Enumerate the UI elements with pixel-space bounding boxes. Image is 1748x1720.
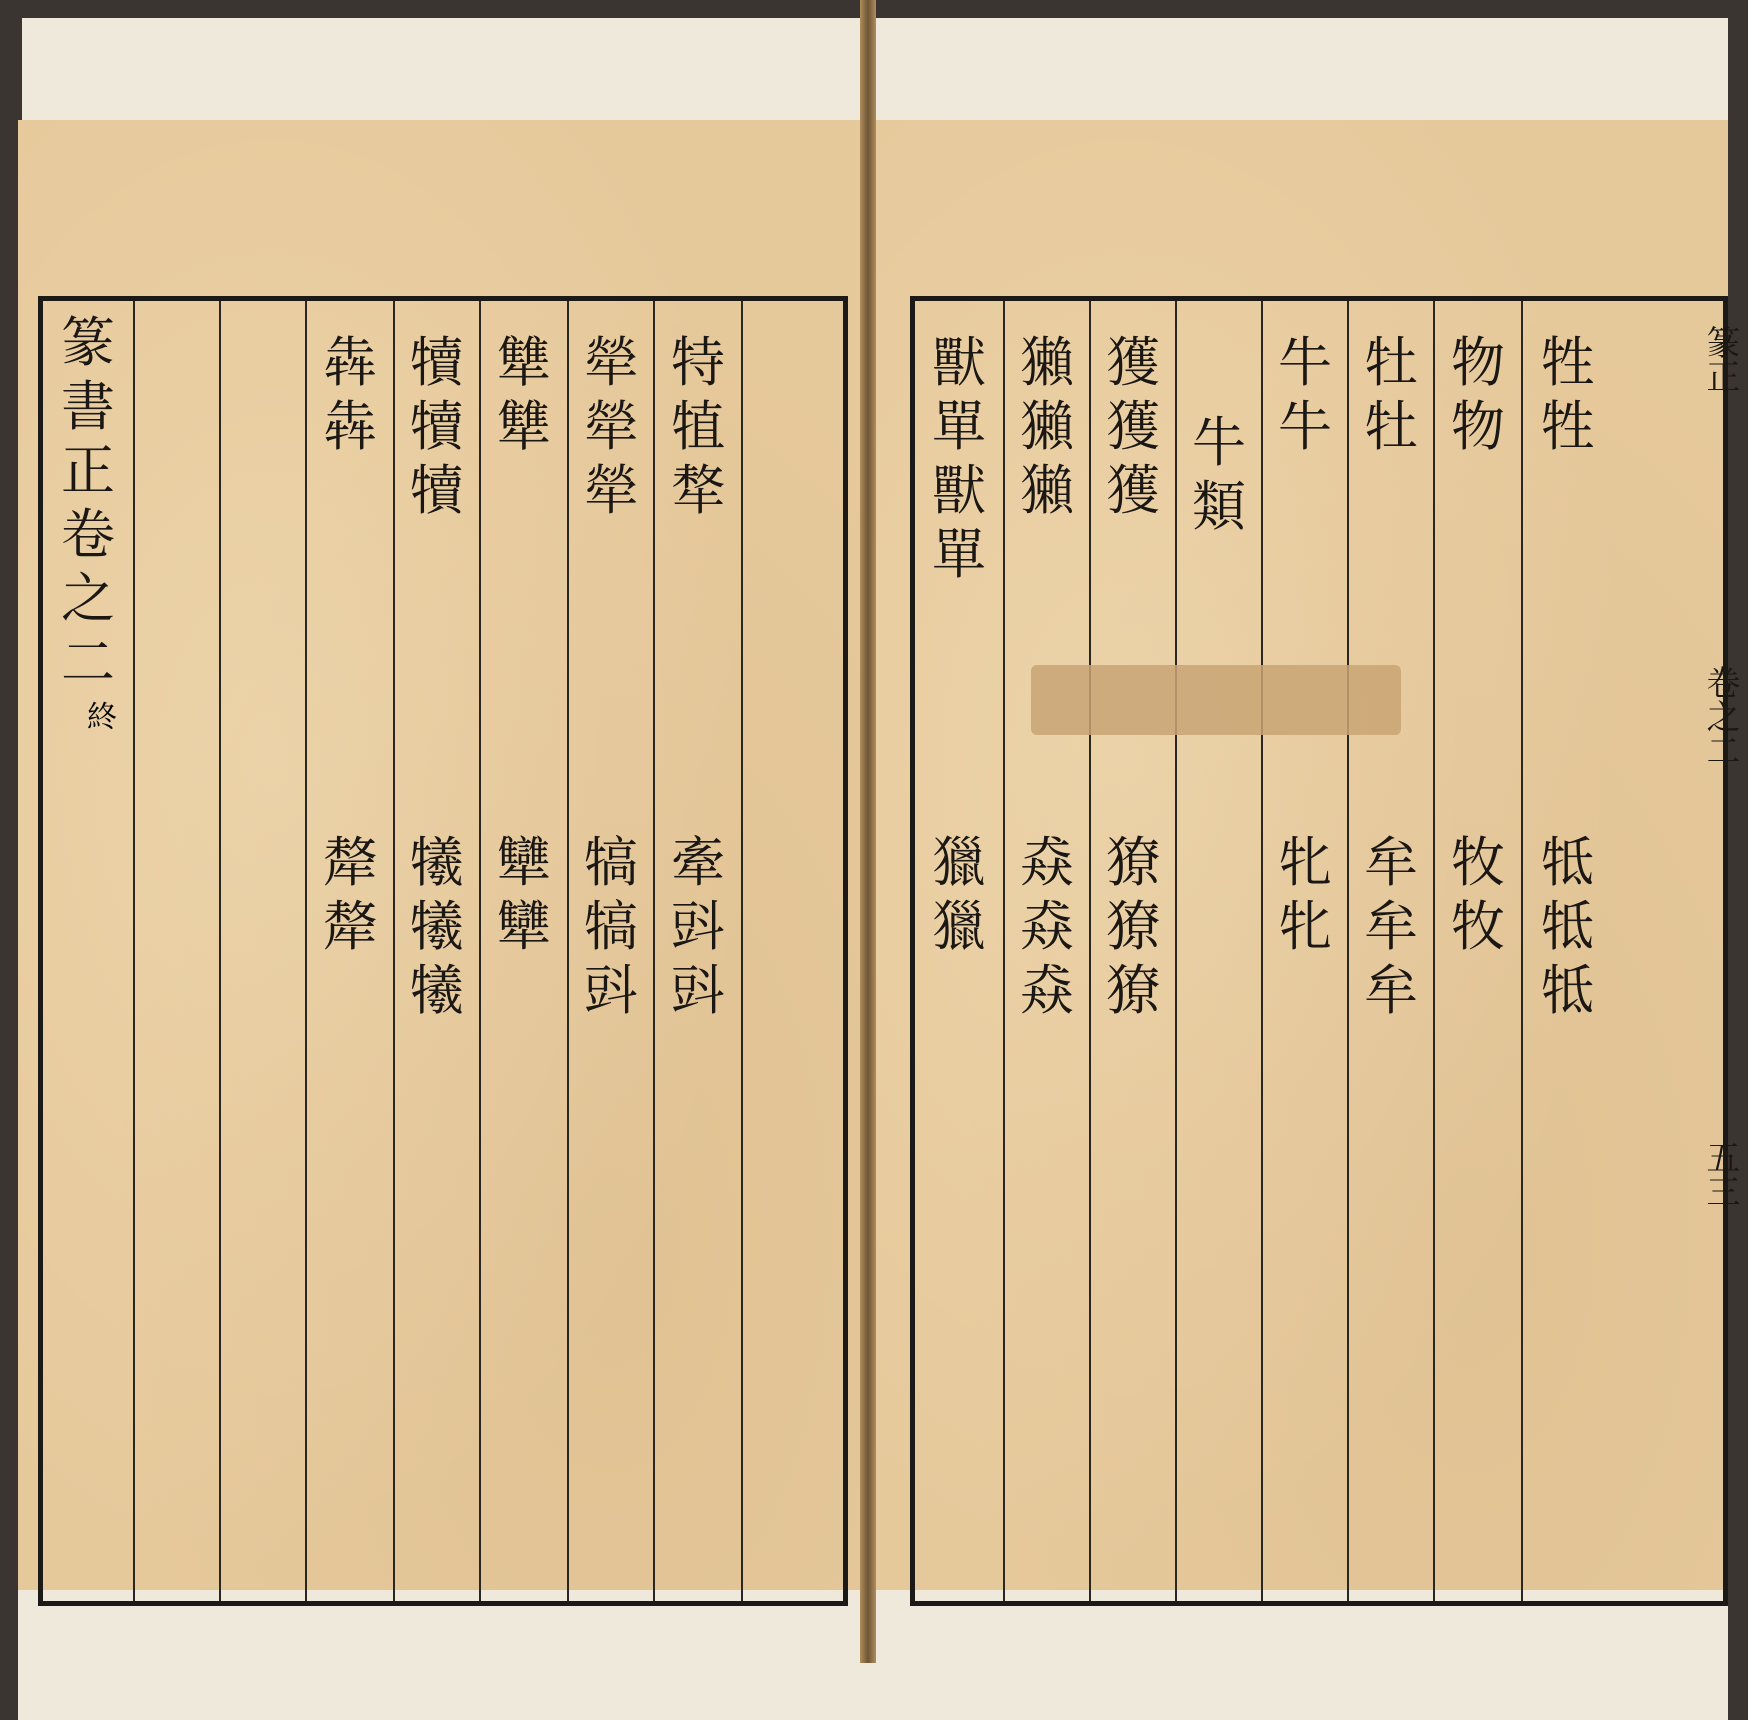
entry-top: 犖 犖 犖 <box>584 331 638 522</box>
gutter <box>860 0 876 1663</box>
left-column <box>655 301 743 1601</box>
entry-bottom: 犧 犧 犧 <box>410 831 464 1022</box>
right-frame <box>910 296 1728 1606</box>
entry-bottom: 牧 牧 <box>1451 831 1505 958</box>
entry-top: 特 犆 㹈 <box>671 331 725 522</box>
right-column <box>1435 301 1523 1601</box>
right-bottom-band <box>866 1590 1728 1720</box>
right-column <box>1523 301 1613 1601</box>
left-column <box>395 301 481 1601</box>
left-column <box>481 301 569 1601</box>
entry-bottom: 牟 牟 牟 <box>1364 831 1418 1022</box>
volume-title: 篆 書 正 卷 之 二 <box>61 311 115 694</box>
entry-bottom: 猋 猋 猋 <box>1020 831 1074 1022</box>
right-column <box>1263 301 1349 1601</box>
entry-top: 物 物 <box>1451 331 1505 458</box>
entry-bottom: 獵 獵 <box>932 831 986 958</box>
entry-top: 犇 犇 <box>323 331 377 458</box>
entry-bottom: 犛 犛 <box>323 831 377 958</box>
left-column <box>569 301 655 1601</box>
left-column <box>43 301 135 1601</box>
left-column <box>135 301 221 1601</box>
margin-juan: 卷之二 <box>1700 665 1740 767</box>
left-bottom-band <box>18 1590 866 1720</box>
left-frame <box>38 296 848 1606</box>
left-column <box>221 301 307 1601</box>
right-column <box>1091 301 1177 1601</box>
right-column <box>1177 301 1263 1601</box>
entry-top: 牲 牲 <box>1541 331 1595 458</box>
paper-repair <box>1031 665 1401 735</box>
entry-top: 犨 犨 <box>497 331 551 458</box>
entry-top: 獸 單 獸 單 <box>932 331 986 586</box>
end-mark: 終 <box>87 700 117 735</box>
category-heading: 牛 類 <box>1192 411 1246 538</box>
entry-top: 獺 獺 獺 <box>1020 331 1074 522</box>
entry-top: 牛 牛 <box>1278 331 1332 458</box>
right-column <box>1005 301 1091 1601</box>
right-column <box>915 301 1005 1601</box>
entry-bottom: 牝 牝 <box>1278 831 1332 958</box>
entry-top: 牡 牡 <box>1364 331 1418 458</box>
folio-number: 五三 <box>1700 1140 1740 1208</box>
entry-bottom: 牽 㪷 㪷 <box>671 831 725 1022</box>
entry-bottom: 牴 牴 牴 <box>1541 831 1595 1022</box>
margin-title: 篆正 <box>1700 325 1740 393</box>
left-column <box>743 301 843 1601</box>
left-column <box>307 301 395 1601</box>
entry-bottom: 犒 犒 㪷 <box>584 831 638 1022</box>
entry-bottom: 犫 犫 <box>497 831 551 958</box>
left-page <box>18 120 866 1720</box>
right-page <box>866 120 1740 1720</box>
entry-top: 獲 獲 獲 <box>1106 331 1160 522</box>
right-column <box>1349 301 1435 1601</box>
entry-bottom: 獠 獠 獠 <box>1106 831 1160 1022</box>
entry-top: 犢 犢 犢 <box>410 331 464 522</box>
